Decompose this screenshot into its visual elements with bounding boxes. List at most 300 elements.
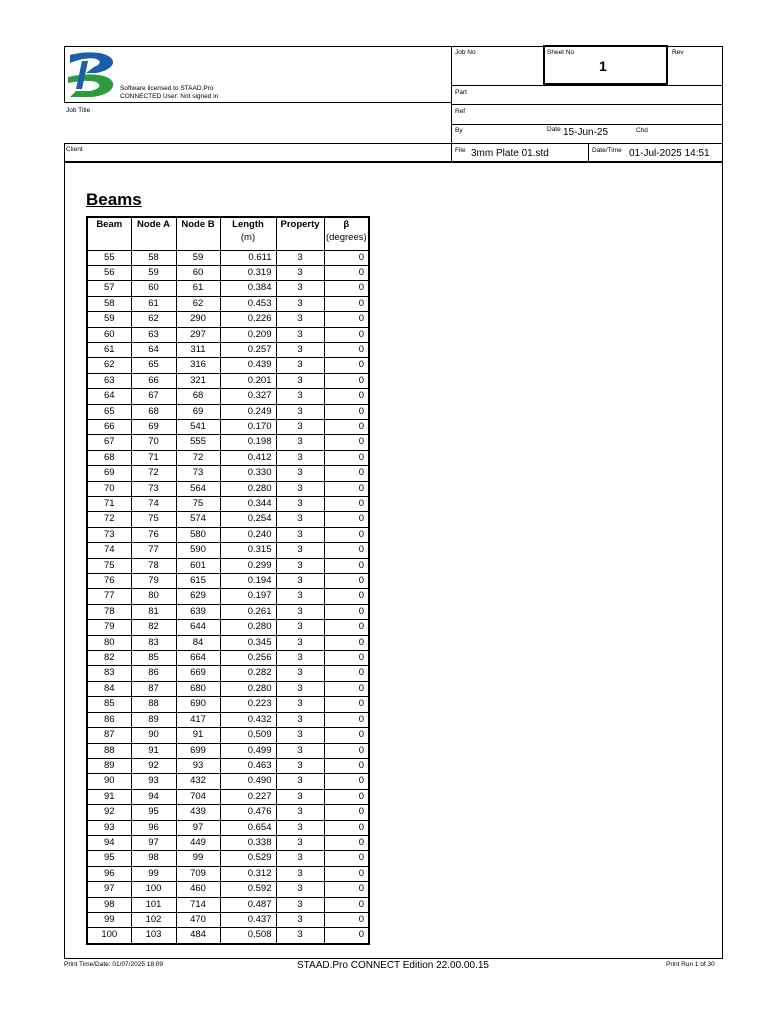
- table-row: [87, 820, 369, 835]
- cell-property: 3: [276, 312, 324, 327]
- datetime-label: Date/Time: [592, 147, 622, 154]
- cell-beta: 0: [324, 466, 369, 481]
- cell-length: 0.280: [220, 481, 276, 496]
- cell-property: 3: [276, 851, 324, 866]
- table-row: [87, 358, 369, 373]
- cell-beam: 77: [87, 589, 131, 604]
- cell-node-b: 690: [176, 697, 220, 712]
- license-line-2: CONNECTED User: Not signed in: [120, 93, 219, 100]
- cell-property: 3: [276, 651, 324, 666]
- cell-property: 3: [276, 389, 324, 404]
- cell-beta: 0: [324, 743, 369, 758]
- table-row: [87, 866, 369, 881]
- cell-node-a: 78: [131, 558, 176, 573]
- cell-node-a: 73: [131, 481, 176, 496]
- cell-node-b: 91: [176, 728, 220, 743]
- cell-node-b: 615: [176, 574, 220, 589]
- cell-length: 0.611: [220, 250, 276, 265]
- cell-property: 3: [276, 373, 324, 388]
- cell-beam: 76: [87, 574, 131, 589]
- cell-property: 3: [276, 512, 324, 527]
- cell-property: 3: [276, 681, 324, 696]
- cell-node-a: 95: [131, 805, 176, 820]
- cell-property: 3: [276, 527, 324, 542]
- cell-length: 0.437: [220, 912, 276, 927]
- cell-length: 0.226: [220, 312, 276, 327]
- cell-beam: 97: [87, 882, 131, 897]
- cell-beam: 63: [87, 373, 131, 388]
- cell-node-b: 541: [176, 419, 220, 434]
- cell-property: 3: [276, 574, 324, 589]
- cell-length: 0.254: [220, 512, 276, 527]
- cell-property: 3: [276, 250, 324, 265]
- table-row: [87, 558, 369, 573]
- cell-property: 3: [276, 327, 324, 342]
- cell-beam: 80: [87, 635, 131, 650]
- col-header-node-a: Node A: [131, 217, 176, 250]
- cell-length: 0.198: [220, 435, 276, 450]
- table-row: [87, 296, 369, 311]
- cell-node-a: 86: [131, 666, 176, 681]
- table-row: [87, 805, 369, 820]
- ref-label: Ref: [455, 108, 466, 115]
- cell-beam: 64: [87, 389, 131, 404]
- cell-node-b: 590: [176, 543, 220, 558]
- table-row: [87, 543, 369, 558]
- sheet-no-value: 1: [599, 58, 607, 74]
- cell-beam: 99: [87, 912, 131, 927]
- cell-property: 3: [276, 497, 324, 512]
- cell-length: 0.227: [220, 789, 276, 804]
- cell-node-b: 664: [176, 651, 220, 666]
- cell-beta: 0: [324, 882, 369, 897]
- cell-beta: 0: [324, 912, 369, 927]
- cell-node-b: 72: [176, 450, 220, 465]
- cell-node-a: 66: [131, 373, 176, 388]
- cell-beta: 0: [324, 897, 369, 912]
- cell-node-b: 555: [176, 435, 220, 450]
- cell-node-b: 62: [176, 296, 220, 311]
- cell-beam: 74: [87, 543, 131, 558]
- cell-node-b: 564: [176, 481, 220, 496]
- cell-beta: 0: [324, 497, 369, 512]
- cell-beta: 0: [324, 697, 369, 712]
- cell-beam: 59: [87, 312, 131, 327]
- cell-beam: 100: [87, 928, 131, 944]
- cell-property: 3: [276, 882, 324, 897]
- cell-node-a: 101: [131, 897, 176, 912]
- cell-length: 0.209: [220, 327, 276, 342]
- cell-node-a: 71: [131, 450, 176, 465]
- table-row: [87, 281, 369, 296]
- cell-length: 0.282: [220, 666, 276, 681]
- cell-property: 3: [276, 419, 324, 434]
- cell-property: 3: [276, 912, 324, 927]
- cell-length: 0.439: [220, 358, 276, 373]
- cell-beam: 65: [87, 404, 131, 419]
- cell-beta: 0: [324, 866, 369, 881]
- cell-node-b: 97: [176, 820, 220, 835]
- cell-beam: 71: [87, 497, 131, 512]
- cell-beta: 0: [324, 651, 369, 666]
- cell-property: 3: [276, 543, 324, 558]
- cell-beta: 0: [324, 928, 369, 944]
- cell-beam: 87: [87, 728, 131, 743]
- table-row: [87, 327, 369, 342]
- table-row: [87, 512, 369, 527]
- col-header-property: Property: [276, 217, 324, 250]
- job-no-label: Job No: [455, 49, 476, 56]
- table-row: [87, 912, 369, 927]
- cell-node-b: 297: [176, 327, 220, 342]
- cell-length: 0.299: [220, 558, 276, 573]
- cell-beta: 0: [324, 342, 369, 357]
- cell-node-a: 68: [131, 404, 176, 419]
- cell-beta: 0: [324, 758, 369, 773]
- cell-property: 3: [276, 743, 324, 758]
- cell-node-a: 81: [131, 604, 176, 619]
- cell-node-b: 60: [176, 265, 220, 280]
- beams-table: [86, 216, 370, 945]
- cell-property: 3: [276, 805, 324, 820]
- cell-length: 0.249: [220, 404, 276, 419]
- cell-property: 3: [276, 897, 324, 912]
- cell-beta: 0: [324, 265, 369, 280]
- table-row: [87, 419, 369, 434]
- cell-node-b: 321: [176, 373, 220, 388]
- cell-beta: 0: [324, 574, 369, 589]
- table-row: [87, 574, 369, 589]
- cell-length: 0.345: [220, 635, 276, 650]
- cell-property: 3: [276, 820, 324, 835]
- cell-beta: 0: [324, 327, 369, 342]
- cell-node-a: 60: [131, 281, 176, 296]
- table-row: [87, 851, 369, 866]
- cell-node-b: 99: [176, 851, 220, 866]
- table-row: [87, 250, 369, 265]
- cell-property: 3: [276, 466, 324, 481]
- cell-beta: 0: [324, 312, 369, 327]
- table-row: [87, 635, 369, 650]
- cell-node-b: 484: [176, 928, 220, 944]
- cell-node-a: 69: [131, 419, 176, 434]
- table-row: [87, 481, 369, 496]
- cell-node-b: 699: [176, 743, 220, 758]
- cell-length: 0.463: [220, 758, 276, 773]
- cell-length: 0.280: [220, 620, 276, 635]
- cell-beam: 84: [87, 681, 131, 696]
- table-row: [87, 897, 369, 912]
- cell-node-a: 100: [131, 882, 176, 897]
- table-row: [87, 758, 369, 773]
- cell-beta: 0: [324, 789, 369, 804]
- cell-property: 3: [276, 604, 324, 619]
- cell-beta: 0: [324, 512, 369, 527]
- table-row: [87, 928, 369, 944]
- cell-node-a: 80: [131, 589, 176, 604]
- cell-beta: 0: [324, 681, 369, 696]
- cell-beam: 56: [87, 265, 131, 280]
- table-row: [87, 620, 369, 635]
- table-row: [87, 450, 369, 465]
- cell-beta: 0: [324, 666, 369, 681]
- table-row: [87, 789, 369, 804]
- cell-property: 3: [276, 450, 324, 465]
- cell-length: 0.223: [220, 697, 276, 712]
- cell-node-a: 96: [131, 820, 176, 835]
- cell-node-b: 460: [176, 882, 220, 897]
- cell-length: 0.197: [220, 589, 276, 604]
- cell-length: 0.315: [220, 543, 276, 558]
- cell-property: 3: [276, 481, 324, 496]
- cell-node-b: 470: [176, 912, 220, 927]
- cell-beam: 85: [87, 697, 131, 712]
- cell-beta: 0: [324, 481, 369, 496]
- cell-node-b: 59: [176, 250, 220, 265]
- job-title-label: Job Title: [66, 107, 91, 114]
- cell-beta: 0: [324, 373, 369, 388]
- sheet-no-label: Sheet No: [547, 49, 575, 56]
- cell-property: 3: [276, 928, 324, 944]
- cell-node-a: 98: [131, 851, 176, 866]
- cell-beam: 86: [87, 712, 131, 727]
- cell-property: 3: [276, 666, 324, 681]
- cell-node-b: 644: [176, 620, 220, 635]
- cell-node-b: 709: [176, 866, 220, 881]
- cell-length: 0.412: [220, 450, 276, 465]
- cell-length: 0.529: [220, 851, 276, 866]
- cell-beam: 94: [87, 835, 131, 850]
- cell-property: 3: [276, 342, 324, 357]
- table-row: [87, 404, 369, 419]
- cell-property: 3: [276, 435, 324, 450]
- cell-beta: 0: [324, 435, 369, 450]
- cell-node-b: 75: [176, 497, 220, 512]
- cell-node-b: 704: [176, 789, 220, 804]
- cell-beam: 78: [87, 604, 131, 619]
- cell-length: 0.592: [220, 882, 276, 897]
- cell-property: 3: [276, 758, 324, 773]
- cell-beta: 0: [324, 712, 369, 727]
- cell-beta: 0: [324, 389, 369, 404]
- cell-length: 0.384: [220, 281, 276, 296]
- cell-property: 3: [276, 635, 324, 650]
- table-row: [87, 774, 369, 789]
- cell-property: 3: [276, 404, 324, 419]
- cell-node-a: 59: [131, 265, 176, 280]
- cell-node-b: 574: [176, 512, 220, 527]
- cell-node-b: 73: [176, 466, 220, 481]
- cell-node-a: 90: [131, 728, 176, 743]
- cell-length: 0.257: [220, 342, 276, 357]
- col-header-node-b: Node B: [176, 217, 220, 250]
- cell-beam: 72: [87, 512, 131, 527]
- part-label: Part: [455, 89, 467, 96]
- page-bottom-border: [64, 958, 723, 959]
- table-row: [87, 728, 369, 743]
- cell-beta: 0: [324, 851, 369, 866]
- cell-property: 3: [276, 558, 324, 573]
- cell-node-b: 432: [176, 774, 220, 789]
- table-row: [87, 712, 369, 727]
- cell-node-b: 714: [176, 897, 220, 912]
- cell-property: 3: [276, 358, 324, 373]
- cell-node-a: 67: [131, 389, 176, 404]
- cell-length: 0.453: [220, 296, 276, 311]
- cell-beam: 69: [87, 466, 131, 481]
- cell-beta: 0: [324, 558, 369, 573]
- chd-label: Chd: [636, 127, 648, 134]
- cell-node-a: 85: [131, 651, 176, 666]
- cell-node-b: 449: [176, 835, 220, 850]
- cell-node-a: 75: [131, 512, 176, 527]
- date-value: 15-Jun-25: [563, 127, 609, 138]
- table-row: [87, 435, 369, 450]
- cell-beta: 0: [324, 820, 369, 835]
- cell-beam: 73: [87, 527, 131, 542]
- cell-beam: 79: [87, 620, 131, 635]
- print-time: Print Time/Date: 01/07/2025 18:09: [64, 961, 164, 968]
- file-label: File: [455, 147, 466, 154]
- cell-length: 0.256: [220, 651, 276, 666]
- cell-node-a: 74: [131, 497, 176, 512]
- cell-property: 3: [276, 774, 324, 789]
- cell-beam: 91: [87, 789, 131, 804]
- cell-length: 0.327: [220, 389, 276, 404]
- table-row: [87, 743, 369, 758]
- cell-node-a: 82: [131, 620, 176, 635]
- cell-beam: 93: [87, 820, 131, 835]
- cell-length: 0.432: [220, 712, 276, 727]
- cell-beta: 0: [324, 281, 369, 296]
- by-label: By: [455, 127, 463, 134]
- cell-node-a: 103: [131, 928, 176, 944]
- edition: STAAD.Pro CONNECT Edition 22.00.00.15: [297, 960, 489, 971]
- table-row: [87, 651, 369, 666]
- cell-node-a: 63: [131, 327, 176, 342]
- cell-node-b: 669: [176, 666, 220, 681]
- table-row: [87, 466, 369, 481]
- cell-node-a: 93: [131, 774, 176, 789]
- cell-node-a: 99: [131, 866, 176, 881]
- cell-node-b: 93: [176, 758, 220, 773]
- table-row: [87, 342, 369, 357]
- cell-length: 0.476: [220, 805, 276, 820]
- cell-node-b: 311: [176, 342, 220, 357]
- cell-beam: 66: [87, 419, 131, 434]
- staad-logo-icon: [66, 49, 118, 101]
- cell-beam: 60: [87, 327, 131, 342]
- cell-property: 3: [276, 281, 324, 296]
- cell-node-b: 580: [176, 527, 220, 542]
- table-row: [87, 389, 369, 404]
- cell-node-a: 77: [131, 543, 176, 558]
- cell-node-a: 65: [131, 358, 176, 373]
- table-row: [87, 882, 369, 897]
- table-row: [87, 527, 369, 542]
- cell-node-a: 62: [131, 312, 176, 327]
- cell-beam: 57: [87, 281, 131, 296]
- cell-node-b: 680: [176, 681, 220, 696]
- table-row: [87, 312, 369, 327]
- cell-node-a: 70: [131, 435, 176, 450]
- cell-beta: 0: [324, 604, 369, 619]
- cell-beam: 83: [87, 666, 131, 681]
- cell-beam: 70: [87, 481, 131, 496]
- cell-beta: 0: [324, 728, 369, 743]
- cell-beta: 0: [324, 635, 369, 650]
- table-row: [87, 497, 369, 512]
- cell-beam: 67: [87, 435, 131, 450]
- cell-property: 3: [276, 866, 324, 881]
- cell-node-a: 61: [131, 296, 176, 311]
- cell-node-a: 102: [131, 912, 176, 927]
- cell-beam: 62: [87, 358, 131, 373]
- cell-node-a: 64: [131, 342, 176, 357]
- cell-beam: 55: [87, 250, 131, 265]
- cell-node-b: 629: [176, 589, 220, 604]
- cell-node-a: 79: [131, 574, 176, 589]
- date-label: Date: [547, 126, 561, 133]
- cell-node-a: 87: [131, 681, 176, 696]
- table-row: [87, 604, 369, 619]
- cell-beam: 88: [87, 743, 131, 758]
- cell-length: 0.330: [220, 466, 276, 481]
- cell-beta: 0: [324, 527, 369, 542]
- cell-length: 0.654: [220, 820, 276, 835]
- cell-length: 0.240: [220, 527, 276, 542]
- cell-beta: 0: [324, 620, 369, 635]
- file-value: 3mm Plate 01.std: [471, 148, 549, 159]
- cell-beam: 98: [87, 897, 131, 912]
- cell-property: 3: [276, 589, 324, 604]
- print-run: Print Run 1 of 30: [666, 961, 715, 968]
- cell-node-b: 68: [176, 389, 220, 404]
- cell-beta: 0: [324, 543, 369, 558]
- cell-node-a: 91: [131, 743, 176, 758]
- cell-property: 3: [276, 697, 324, 712]
- cell-node-a: 89: [131, 712, 176, 727]
- cell-property: 3: [276, 789, 324, 804]
- cell-node-b: 439: [176, 805, 220, 820]
- cell-node-a: 97: [131, 835, 176, 850]
- cell-beam: 68: [87, 450, 131, 465]
- table-row: [87, 666, 369, 681]
- cell-beam: 90: [87, 774, 131, 789]
- license-line-1: Software licensed to STAAD.Pro: [120, 85, 214, 92]
- cell-node-b: 639: [176, 604, 220, 619]
- table-row: [87, 265, 369, 280]
- cell-node-a: 94: [131, 789, 176, 804]
- col-header-length: Length (m): [220, 217, 276, 250]
- cell-beta: 0: [324, 250, 369, 265]
- cell-node-b: 290: [176, 312, 220, 327]
- cell-property: 3: [276, 296, 324, 311]
- cell-beta: 0: [324, 419, 369, 434]
- client-label: Client: [66, 146, 83, 153]
- table-row: [87, 697, 369, 712]
- cell-beam: 61: [87, 342, 131, 357]
- col-header-beam: Beam: [87, 217, 131, 250]
- cell-length: 0.280: [220, 681, 276, 696]
- cell-beam: 95: [87, 851, 131, 866]
- cell-beta: 0: [324, 589, 369, 604]
- cell-property: 3: [276, 265, 324, 280]
- cell-beam: 75: [87, 558, 131, 573]
- cell-beta: 0: [324, 835, 369, 850]
- cell-node-a: 58: [131, 250, 176, 265]
- table-row: [87, 589, 369, 604]
